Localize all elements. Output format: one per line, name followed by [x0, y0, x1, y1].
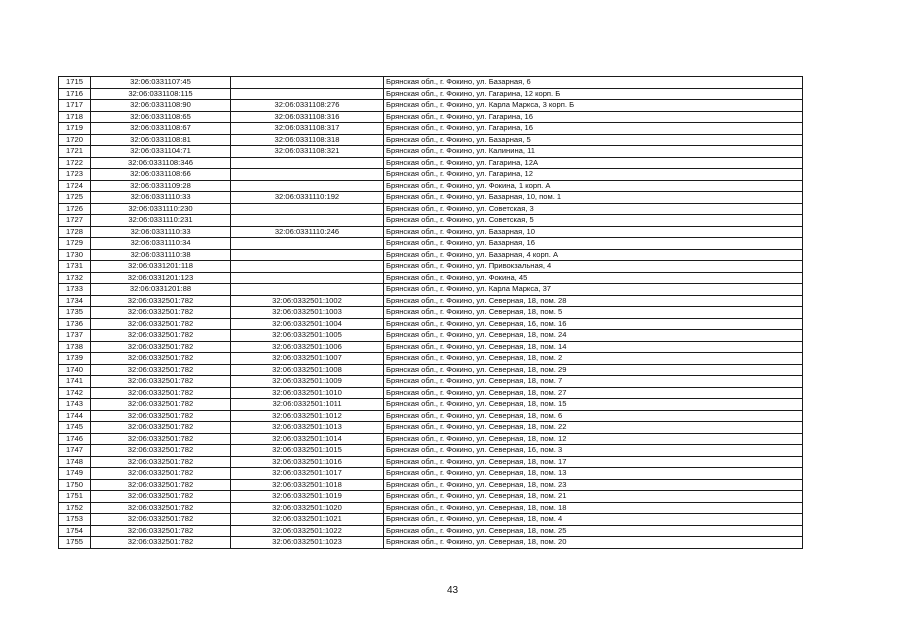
table-row [59, 203, 803, 215]
table-row [59, 272, 803, 284]
object-number-cell: 32:06:0332501:1007 [231, 353, 384, 365]
row-number-cell: 1746 [59, 433, 91, 445]
table-row [59, 146, 803, 158]
row-number-cell: 1732 [59, 272, 91, 284]
cadastral-number-cell: 32:06:0332501:782 [91, 353, 231, 365]
cadastral-number-cell: 32:06:0332501:782 [91, 514, 231, 526]
cadastral-number-cell: 32:06:0331110:231 [91, 215, 231, 227]
address-cell: Брянская обл., г. Фокино, ул. Северная, 18, пом. 6 [384, 410, 803, 422]
object-number-cell [231, 157, 384, 169]
address-cell: Брянская обл., г. Фокино, ул. Северная, 18, пом. 23 [384, 479, 803, 491]
object-number-cell [231, 180, 384, 192]
table-row [59, 468, 803, 480]
table-row [59, 422, 803, 434]
cadastral-table-body [59, 77, 803, 549]
row-number-cell: 1736 [59, 318, 91, 330]
address-cell: Брянская обл., г. Фокино, ул. Гагарина, 12 корп. Б [384, 88, 803, 100]
object-number-cell [231, 238, 384, 250]
row-number-cell: 1750 [59, 479, 91, 491]
table-row [59, 77, 803, 89]
object-number-cell: 32:06:0331108:316 [231, 111, 384, 123]
address-cell: Брянская обл., г. Фокино, ул. Северная, 18, пом. 21 [384, 491, 803, 503]
cadastral-number-cell: 32:06:0332501:782 [91, 422, 231, 434]
cadastral-number-cell: 32:06:0331110:33 [91, 226, 231, 238]
address-cell: Брянская обл., г. Фокино, ул. Базарная, 10, пом. 1 [384, 192, 803, 204]
address-cell: Брянская обл., г. Фокино, ул. Северная, 18, пом. 25 [384, 525, 803, 537]
object-number-cell: 32:06:0332501:1004 [231, 318, 384, 330]
cadastral-number-cell: 32:06:0332501:782 [91, 330, 231, 342]
table-row [59, 238, 803, 250]
cadastral-number-cell: 32:06:0331108:115 [91, 88, 231, 100]
object-number-cell [231, 88, 384, 100]
row-number-cell: 1749 [59, 468, 91, 480]
object-number-cell: 32:06:0332501:1016 [231, 456, 384, 468]
cadastral-table [58, 76, 803, 549]
row-number-cell: 1741 [59, 376, 91, 388]
object-number-cell: 32:06:0332501:1020 [231, 502, 384, 514]
address-cell: Брянская обл., г. Фокино, ул. Северная, 18, пом. 18 [384, 502, 803, 514]
object-number-cell: 32:06:0332501:1012 [231, 410, 384, 422]
address-cell: Брянская обл., г. Фокино, ул. Северная, 18, пом. 5 [384, 307, 803, 319]
table-row [59, 514, 803, 526]
object-number-cell: 32:06:0332501:1010 [231, 387, 384, 399]
cadastral-number-cell: 32:06:0331110:230 [91, 203, 231, 215]
cadastral-number-cell: 32:06:0331108:81 [91, 134, 231, 146]
cadastral-number-cell: 32:06:0331108:67 [91, 123, 231, 135]
address-cell: Брянская обл., г. Фокино, ул. Северная, 18, пом. 13 [384, 468, 803, 480]
object-number-cell: 32:06:0332501:1011 [231, 399, 384, 411]
object-number-cell: 32:06:0332501:1022 [231, 525, 384, 537]
row-number-cell: 1743 [59, 399, 91, 411]
cadastral-number-cell: 32:06:0331110:38 [91, 249, 231, 261]
table-row [59, 261, 803, 273]
object-number-cell: 32:06:0331110:246 [231, 226, 384, 238]
row-number-cell: 1744 [59, 410, 91, 422]
cadastral-number-cell: 32:06:0331104:71 [91, 146, 231, 158]
table-row [59, 387, 803, 399]
address-cell: Брянская обл., г. Фокино, ул. Привокзальная, 4 [384, 261, 803, 273]
table-row [59, 307, 803, 319]
address-cell: Брянская обл., г. Фокино, ул. Карла Маркса, 37 [384, 284, 803, 296]
cadastral-number-cell: 32:06:0331201:123 [91, 272, 231, 284]
object-number-cell: 32:06:0332501:1021 [231, 514, 384, 526]
table-row [59, 376, 803, 388]
table-row [59, 226, 803, 238]
table-row [59, 215, 803, 227]
address-cell: Брянская обл., г. Фокино, ул. Северная, 16, пом. 3 [384, 445, 803, 457]
address-cell: Брянская обл., г. Фокино, ул. Базарная, 5 [384, 134, 803, 146]
object-number-cell: 32:06:0332501:1013 [231, 422, 384, 434]
page-number: 43 [446, 585, 459, 596]
address-cell: Брянская обл., г. Фокино, ул. Фокина, 45 [384, 272, 803, 284]
object-number-cell [231, 77, 384, 89]
row-number-cell: 1740 [59, 364, 91, 376]
cadastral-number-cell: 32:06:0331110:33 [91, 192, 231, 204]
object-number-cell: 32:06:0331108:317 [231, 123, 384, 135]
cadastral-number-cell: 32:06:0332501:782 [91, 537, 231, 549]
table-row [59, 157, 803, 169]
row-number-cell: 1748 [59, 456, 91, 468]
cadastral-number-cell: 32:06:0331108:346 [91, 157, 231, 169]
row-number-cell: 1721 [59, 146, 91, 158]
row-number-cell: 1724 [59, 180, 91, 192]
row-number-cell: 1730 [59, 249, 91, 261]
row-number-cell: 1729 [59, 238, 91, 250]
cadastral-number-cell: 32:06:0331201:118 [91, 261, 231, 273]
address-cell: Брянская обл., г. Фокино, ул. Базарная, 4 корп. А [384, 249, 803, 261]
cadastral-number-cell: 32:06:0331109:28 [91, 180, 231, 192]
cadastral-number-cell: 32:06:0332501:782 [91, 364, 231, 376]
row-number-cell: 1737 [59, 330, 91, 342]
row-number-cell: 1755 [59, 537, 91, 549]
address-cell: Брянская обл., г. Фокино, ул. Советская, 5 [384, 215, 803, 227]
table-row [59, 88, 803, 100]
address-cell: Брянская обл., г. Фокино, ул. Северная, 18, пом. 15 [384, 399, 803, 411]
table-row [59, 249, 803, 261]
table-row [59, 399, 803, 411]
address-cell: Брянская обл., г. Фокино, ул. Северная, 18, пом. 17 [384, 456, 803, 468]
cadastral-number-cell: 32:06:0332501:782 [91, 410, 231, 422]
object-number-cell: 32:06:0331108:276 [231, 100, 384, 112]
address-cell: Брянская обл., г. Фокино, ул. Северная, 18, пом. 29 [384, 364, 803, 376]
object-number-cell: 32:06:0332501:1019 [231, 491, 384, 503]
row-number-cell: 1738 [59, 341, 91, 353]
row-number-cell: 1734 [59, 295, 91, 307]
object-number-cell [231, 261, 384, 273]
table-row [59, 123, 803, 135]
row-number-cell: 1716 [59, 88, 91, 100]
address-cell: Брянская обл., г. Фокино, ул. Фокина, 1 корп. А [384, 180, 803, 192]
table-row [59, 295, 803, 307]
address-cell: Брянская обл., г. Фокино, ул. Гагарина, 16 [384, 111, 803, 123]
address-cell: Брянская обл., г. Фокино, ул. Северная, 18, пом. 28 [384, 295, 803, 307]
row-number-cell: 1747 [59, 445, 91, 457]
row-number-cell: 1722 [59, 157, 91, 169]
row-number-cell: 1742 [59, 387, 91, 399]
object-number-cell: 32:06:0332501:1014 [231, 433, 384, 445]
cadastral-number-cell: 32:06:0332501:782 [91, 502, 231, 514]
object-number-cell: 32:06:0332501:1015 [231, 445, 384, 457]
table-row [59, 341, 803, 353]
object-number-cell: 32:06:0332501:1008 [231, 364, 384, 376]
table-row [59, 169, 803, 181]
cadastral-number-cell: 32:06:0331108:65 [91, 111, 231, 123]
table-row [59, 479, 803, 491]
cadastral-number-cell: 32:06:0331107:45 [91, 77, 231, 89]
address-cell: Брянская обл., г. Фокино, ул. Северная, 18, пом. 12 [384, 433, 803, 445]
address-cell: Брянская обл., г. Фокино, ул. Северная, 18, пом. 2 [384, 353, 803, 365]
cadastral-number-cell: 32:06:0332501:782 [91, 433, 231, 445]
table-row [59, 445, 803, 457]
cadastral-number-cell: 32:06:0332501:782 [91, 445, 231, 457]
address-cell: Брянская обл., г. Фокино, ул. Гагарина, 12А [384, 157, 803, 169]
address-cell: Брянская обл., г. Фокино, ул. Северная, 18, пом. 27 [384, 387, 803, 399]
row-number-cell: 1733 [59, 284, 91, 296]
row-number-cell: 1731 [59, 261, 91, 273]
object-number-cell [231, 249, 384, 261]
row-number-cell: 1745 [59, 422, 91, 434]
address-cell: Брянская обл., г. Фокино, ул. Советская, 3 [384, 203, 803, 215]
table-row [59, 491, 803, 503]
table-row [59, 410, 803, 422]
cadastral-number-cell: 32:06:0331201:88 [91, 284, 231, 296]
table-row [59, 537, 803, 549]
cadastral-number-cell: 32:06:0332501:782 [91, 341, 231, 353]
cadastral-number-cell: 32:06:0331108:90 [91, 100, 231, 112]
cadastral-number-cell: 32:06:0331110:34 [91, 238, 231, 250]
address-cell: Брянская обл., г. Фокино, ул. Карла Маркса, 3 корп. Б [384, 100, 803, 112]
table-row [59, 111, 803, 123]
object-number-cell [231, 169, 384, 181]
row-number-cell: 1727 [59, 215, 91, 227]
object-number-cell: 32:06:0331110:192 [231, 192, 384, 204]
table-row [59, 100, 803, 112]
address-cell: Брянская обл., г. Фокино, ул. Базарная, 16 [384, 238, 803, 250]
cadastral-number-cell: 32:06:0332501:782 [91, 491, 231, 503]
object-number-cell [231, 215, 384, 227]
row-number-cell: 1728 [59, 226, 91, 238]
row-number-cell: 1752 [59, 502, 91, 514]
table-row [59, 284, 803, 296]
address-cell: Брянская обл., г. Фокино, ул. Северная, 16, пом. 16 [384, 318, 803, 330]
row-number-cell: 1754 [59, 525, 91, 537]
address-cell: Брянская обл., г. Фокино, ул. Северная, 18, пом. 14 [384, 341, 803, 353]
row-number-cell: 1739 [59, 353, 91, 365]
address-cell: Брянская обл., г. Фокино, ул. Базарная, 6 [384, 77, 803, 89]
row-number-cell: 1719 [59, 123, 91, 135]
address-cell: Брянская обл., г. Фокино, ул. Северная, 18, пом. 22 [384, 422, 803, 434]
object-number-cell [231, 284, 384, 296]
row-number-cell: 1718 [59, 111, 91, 123]
object-number-cell: 32:06:0332501:1006 [231, 341, 384, 353]
cadastral-number-cell: 32:06:0332501:782 [91, 468, 231, 480]
table-row [59, 364, 803, 376]
row-number-cell: 1723 [59, 169, 91, 181]
table-row [59, 433, 803, 445]
row-number-cell: 1735 [59, 307, 91, 319]
cadastral-number-cell: 32:06:0332501:782 [91, 399, 231, 411]
object-number-cell: 32:06:0332501:1003 [231, 307, 384, 319]
table-row [59, 353, 803, 365]
table-row [59, 502, 803, 514]
row-number-cell: 1717 [59, 100, 91, 112]
row-number-cell: 1725 [59, 192, 91, 204]
object-number-cell: 32:06:0332501:1005 [231, 330, 384, 342]
table-row [59, 525, 803, 537]
object-number-cell [231, 272, 384, 284]
address-cell: Брянская обл., г. Фокино, ул. Северная, 18, пом. 4 [384, 514, 803, 526]
object-number-cell [231, 203, 384, 215]
address-cell: Брянская обл., г. Фокино, ул. Калинина, 11 [384, 146, 803, 158]
cadastral-number-cell: 32:06:0332501:782 [91, 525, 231, 537]
cadastral-number-cell: 32:06:0332501:782 [91, 307, 231, 319]
address-cell: Брянская обл., г. Фокино, ул. Базарная, 10 [384, 226, 803, 238]
object-number-cell: 32:06:0332501:1018 [231, 479, 384, 491]
object-number-cell: 32:06:0331108:318 [231, 134, 384, 146]
cadastral-number-cell: 32:06:0332501:782 [91, 387, 231, 399]
row-number-cell: 1751 [59, 491, 91, 503]
address-cell: Брянская обл., г. Фокино, ул. Гагарина, 16 [384, 123, 803, 135]
row-number-cell: 1726 [59, 203, 91, 215]
cadastral-number-cell: 32:06:0332501:782 [91, 376, 231, 388]
table-row [59, 456, 803, 468]
cadastral-number-cell: 32:06:0332501:782 [91, 479, 231, 491]
row-number-cell: 1715 [59, 77, 91, 89]
object-number-cell: 32:06:0332501:1023 [231, 537, 384, 549]
table-row [59, 180, 803, 192]
object-number-cell: 32:06:0331108:321 [231, 146, 384, 158]
cadastral-number-cell: 32:06:0331108:66 [91, 169, 231, 181]
cadastral-number-cell: 32:06:0332501:782 [91, 295, 231, 307]
cadastral-number-cell: 32:06:0332501:782 [91, 456, 231, 468]
table-row [59, 318, 803, 330]
row-number-cell: 1720 [59, 134, 91, 146]
address-cell: Брянская обл., г. Фокино, ул. Северная, 18, пом. 24 [384, 330, 803, 342]
cadastral-number-cell: 32:06:0332501:782 [91, 318, 231, 330]
table-row [59, 330, 803, 342]
table-row [59, 134, 803, 146]
table-row [59, 192, 803, 204]
address-cell: Брянская обл., г. Фокино, ул. Гагарина, 12 [384, 169, 803, 181]
address-cell: Брянская обл., г. Фокино, ул. Северная, 18, пом. 7 [384, 376, 803, 388]
object-number-cell: 32:06:0332501:1017 [231, 468, 384, 480]
row-number-cell: 1753 [59, 514, 91, 526]
object-number-cell: 32:06:0332501:1002 [231, 295, 384, 307]
address-cell: Брянская обл., г. Фокино, ул. Северная, 18, пом. 20 [384, 537, 803, 549]
object-number-cell: 32:06:0332501:1009 [231, 376, 384, 388]
